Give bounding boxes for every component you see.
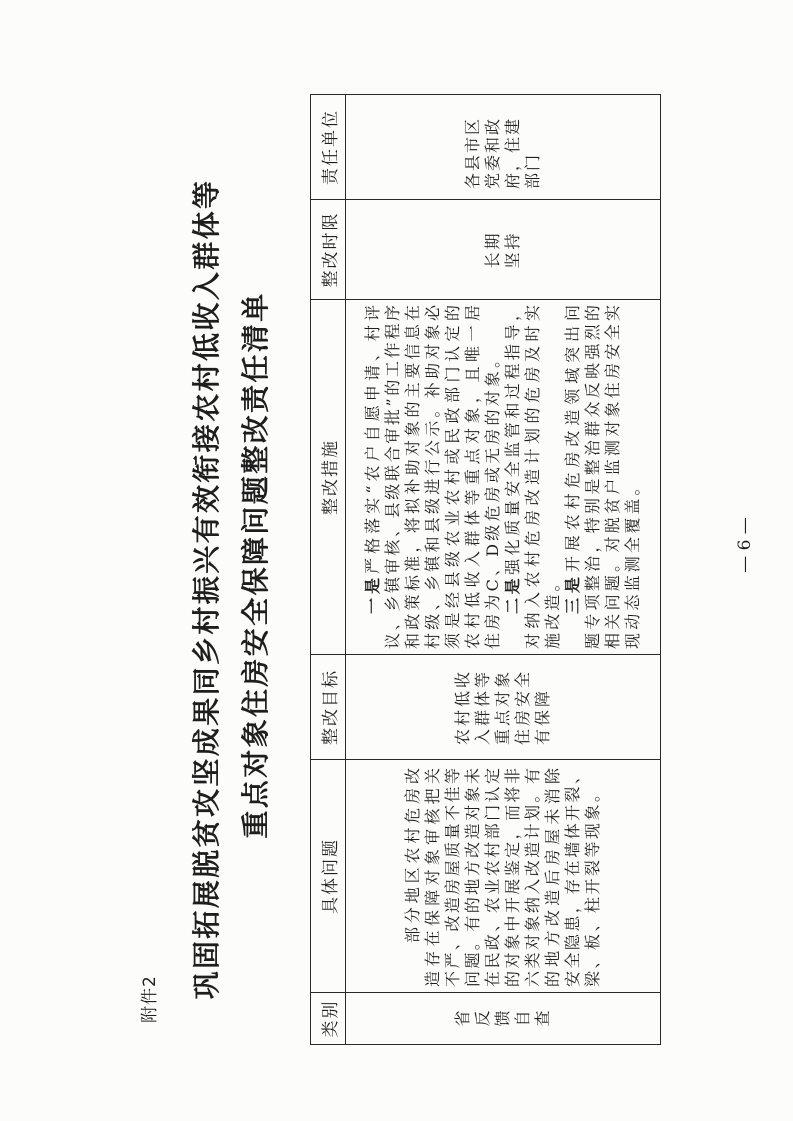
header-measures: 整改措施 (311, 300, 346, 655)
problem-line: 梁、板、柱开裂等现象。 (583, 783, 602, 987)
problem-line: 不严、改造房屋质量不佳等 (443, 768, 462, 987)
measure-line (503, 305, 523, 649)
problem-line: 的对象中开展鉴定，而将非 (503, 768, 522, 987)
table-head (311, 95, 346, 1045)
measure-line: 对纳入农村危房改造计划的危房及时实 (523, 305, 542, 649)
header-responsible: 责任单位 (311, 95, 346, 200)
cell-category (346, 993, 661, 1045)
header-problem: 具体问题 (311, 760, 346, 993)
measure-line-text: 严格落实“农户自愿申请、村评 (363, 305, 382, 574)
measure-line-text: 强化质量安全监管和过程指导， (503, 305, 522, 575)
measure-line: 农村低收入群体等重点对象，且唯一居 (463, 305, 482, 649)
goal-line: 有保障 (533, 687, 552, 745)
measure-line: 须是经县级农业农村或民政部门认定的 (443, 305, 462, 649)
goal-line: 入群体等 (473, 668, 492, 745)
responsible-line: 各县市区 (463, 116, 482, 189)
measure-line: 住房为C、D级危房或无房的对象。 (483, 348, 502, 649)
problem-line: 造存在保障对象审核把关 (423, 768, 442, 987)
problem-line: 安全隐患，存在墙体开裂、 (563, 768, 582, 987)
measure-lead: 一是 (363, 573, 382, 614)
measure-line: 施改造。 (543, 572, 562, 649)
responsible-line: 党委和政 (483, 116, 502, 189)
annex-label: 附件2 (140, 975, 160, 1023)
measure-line: 和政策标准，将拟补助对象的主要信息在 (403, 305, 422, 649)
category-text: 省反馈自查 (453, 1010, 552, 1027)
measure-lead: 二是 (503, 574, 522, 614)
measure-line-text: 开展农村危房改造领域突出问 (563, 305, 582, 573)
cell-problem (346, 760, 661, 993)
measure-lead: 三是 (563, 572, 582, 614)
cell-measures (346, 300, 661, 655)
responsible-line: 部门 (523, 152, 542, 189)
title-line-2: 重点对象住房安全保障问题整改责任清单 (239, 291, 272, 839)
problem-line: 在民政、农业农村部门认定 (483, 768, 502, 987)
measure-paragraph-2 (503, 305, 563, 649)
deadline-line: 长期 (483, 230, 502, 269)
cell-goal (346, 655, 661, 760)
title-line-1: 巩固拓展脱贫攻坚成果同乡村振兴有效衔接农村低收入群体等 (190, 178, 223, 1000)
goal-line: 住房安全 (513, 668, 532, 745)
measure-line: 议、乡镇审核、县级联合审批”的工作程序 (383, 305, 402, 649)
cell-deadline (346, 200, 661, 300)
header-deadline: 整改时限 (311, 200, 346, 300)
header-category: 类别 (311, 993, 346, 1045)
problem-line: 问题。有的地方改造对象未 (463, 768, 482, 987)
measure-line (363, 305, 383, 649)
goal-line: 农村低收 (453, 668, 472, 745)
problem-line: 部分地区农村危房改 (403, 768, 422, 943)
responsible-line: 府，住建 (503, 116, 522, 189)
cell-responsible (346, 95, 661, 200)
problem-line: 的地方改造后房屋未消除 (543, 768, 562, 987)
measure-line (563, 305, 583, 649)
measure-line: 现动态监测全覆盖。 (623, 476, 642, 649)
goal-line: 重点对象 (493, 668, 512, 745)
measure-paragraph-3 (563, 305, 643, 649)
measure-line: 题专项整治，特别是整治群众反映强烈的 (583, 305, 602, 649)
table-body (346, 95, 661, 1045)
deadline-line: 坚持 (503, 230, 522, 269)
measure-line: 相关问题。对脱贫户监测对象住房安全实 (603, 305, 622, 649)
measure-line: 村级、乡镇和县级进行公示。补助对象必 (423, 305, 442, 649)
rectification-responsibility-table (310, 94, 661, 1045)
table-row (346, 95, 661, 1045)
page-number: — 6 — (735, 517, 755, 573)
measure-paragraph-1 (363, 305, 503, 649)
header-goal: 整改目标 (311, 655, 346, 760)
table-header-row (311, 95, 346, 1045)
problem-line: 六类对象纳入改造计划。有 (523, 768, 542, 987)
